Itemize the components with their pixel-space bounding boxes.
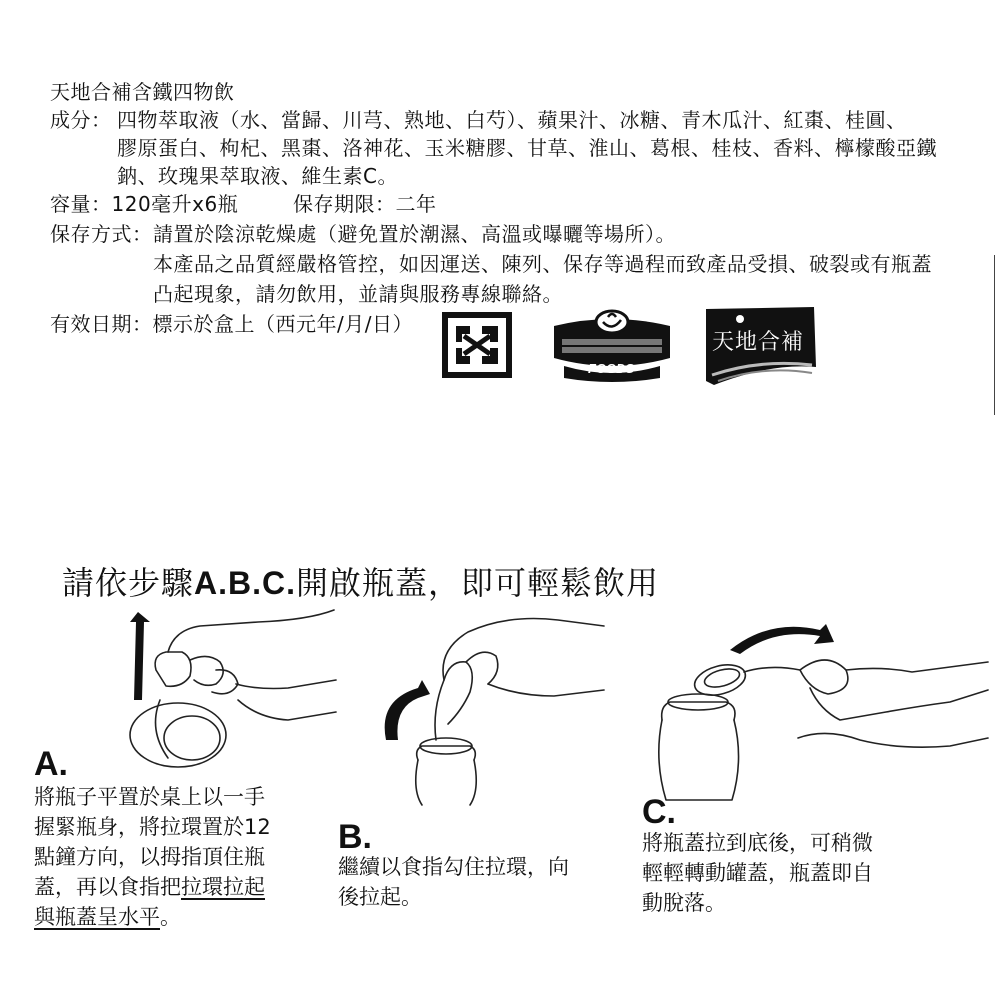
title-suffix: 開啟瓶蓋，即可輕鬆飲用 (296, 564, 660, 602)
step-a-line-5 (34, 902, 324, 932)
ingredients-line-3: 鈉、玫瑰果萃取液、維生素C。 (117, 164, 398, 188)
ingredients-line-2: 膠原蛋白、枸杞、黑棗、洛神花、玉米糖膠、甘草、淮山、葛根、桂枝、香料、檸檬酸亞鐵 (117, 136, 937, 160)
recycle-logo-icon (442, 312, 512, 378)
step-b-letter: B. (338, 818, 372, 856)
tiandi-logo-text: 天地合補 (712, 330, 805, 355)
step-a-text (34, 782, 324, 932)
step-a-line-1: 將瓶子平置於桌上以一手 (34, 785, 265, 809)
step-b-text (338, 852, 628, 912)
foods-brand-text: FOODS (588, 361, 635, 376)
product-name: 天地合補含鐵四物飲 (50, 80, 235, 104)
step-c-line-3: 動脫落。 (642, 891, 726, 915)
step-c-line-2: 輕輕轉動罐蓋，瓶蓋即自 (642, 861, 873, 885)
step-a-line-4 (34, 872, 324, 902)
storage-line-2: 本產品之品質經嚴格管控，如因運送、陳列、保存等過程而致產品受損、破裂或有瓶蓋 (153, 252, 932, 276)
step-b-line-1: 繼續以食指勾住拉環，向 (338, 855, 569, 879)
step-a-line-5-post: 。 (160, 905, 181, 929)
instructions-title (62, 558, 659, 604)
step-c-illustration-icon (650, 610, 990, 815)
step-c-letter: C. (642, 793, 676, 831)
step-a-line-2: 握緊瓶身，將拉環置於12 (34, 815, 271, 839)
step-b-line-2: 後拉起。 (338, 885, 422, 909)
storage-line-3: 凸起現象，請勿飲用，並請與服務專線聯絡。 (153, 282, 563, 306)
right-edge-line (994, 255, 995, 415)
storage-line-1: 請置於陰涼乾燥處（避免置於潮濕、高溫或曝曬等場所）。 (153, 222, 676, 246)
step-a-line-4-underlined: 拉環拉起 (181, 875, 265, 899)
step-a-line-4-pre: 蓋，再以食指把 (34, 875, 181, 899)
step-a-line-5-underlined: 與瓶蓋呈水平 (34, 905, 160, 929)
step-c-line-1: 將瓶蓋拉到底後，可稍微 (642, 831, 873, 855)
ingredients-line-1: 四物萃取液（水、當歸、川芎、熟地、白芍）、蘋果汁、冰糖、青木瓜汁、紅棗、桂圓、 (117, 108, 907, 132)
title-abc: A.B.C. (194, 565, 297, 601)
title-prefix: 請依步驟 (62, 564, 195, 602)
expiry-text: 有效日期：標示於盒上（西元年/月/日） (50, 312, 413, 336)
storage-label: 保存方式： (50, 222, 153, 246)
volume-text: 容量：120毫升x6瓶 (50, 192, 239, 216)
step-a-illustration-icon (108, 600, 338, 770)
step-b-illustration-icon (378, 600, 608, 810)
step-a-letter: A. (34, 745, 68, 783)
ingredients-label: 成分： (50, 108, 112, 132)
shelf-life-text: 保存期限：二年 (293, 192, 437, 216)
step-a-line-3: 點鐘方向，以拇指頂住瓶 (34, 845, 265, 869)
step-c-text (642, 828, 942, 918)
